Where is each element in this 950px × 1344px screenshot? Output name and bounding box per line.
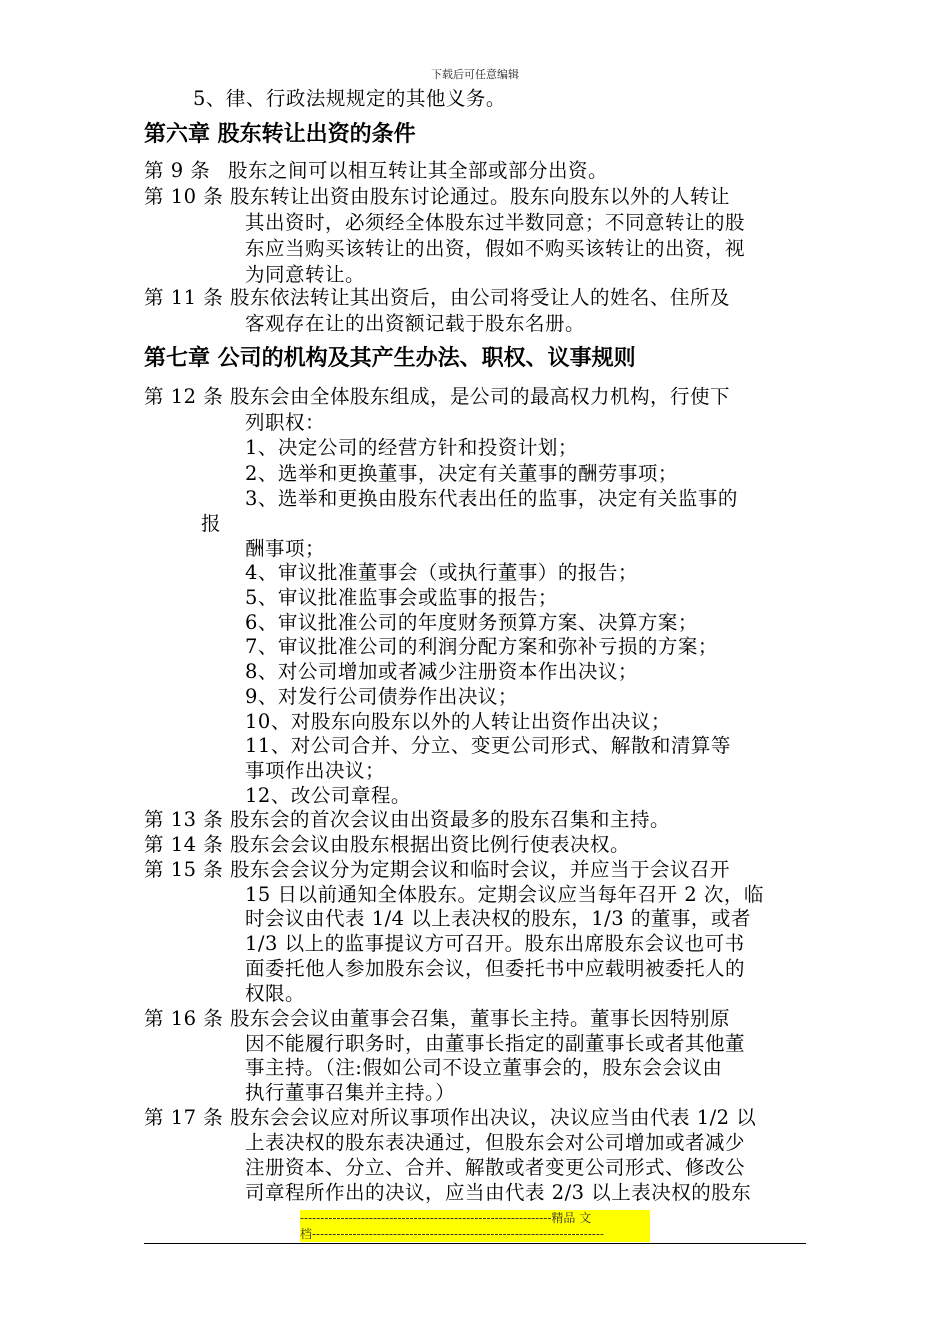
intro-line: 5、律、行政法规规定的其他义务。 [193,87,506,110]
footer-watermark-line-1: --------------------------------------------------------------精品 文 [300,1210,650,1226]
article-13-text: 股东会的首次会议由出资最多的股东召集和主持。 [230,808,671,831]
article-15-line: 权限。 [245,982,306,1005]
article-12-item: 12、改公司章程。 [245,784,411,807]
article-12-item: 9、对发行公司债券作出决议； [245,685,518,708]
article-10-line: 为同意转让。 [245,263,366,286]
article-12-item: 11、对公司合并、分立、变更公司形式、解散和清算等 [245,734,731,757]
article-15-line: 1/3 以上的监事提议方可召开。股东出席股东会议也可书 [245,932,745,955]
article-16-line: 事主持。（注:假如公司不设立董事会的，股东会会议由 [245,1056,723,1079]
article-15-line: 面委托他人参加股东会议，但委托书中应载明被委托人的 [245,957,746,980]
article-17-label: 第 17 条 [144,1106,224,1129]
footer-watermark-line-2: 档------------------------------------------------------------------------ [300,1226,650,1242]
article-17-line: 上表决权的股东表决通过，但股东会对公司增加或者减少 [245,1131,746,1154]
article-13-label: 第 13 条 [144,808,224,831]
article-12-item: 2、选举和更换董事，决定有关董事的酬劳事项； [245,462,678,485]
article-12-item: 10、对股东向股东以外的人转让出资作出决议； [245,710,671,733]
article-11-label: 第 11 条 [144,286,224,309]
article-10-line: 股东转让出资由股东讨论通过。股东向股东以外的人转让 [230,185,731,208]
article-12-item: 1、决定公司的经营方针和投资计划； [245,436,578,459]
article-10-line: 东应当购买该转让的出资，假如不购买该转让的出资，视 [245,237,746,260]
chapter-7-title: 第七章 公司的机构及其产生办法、职权、议事规则 [144,346,636,371]
article-12-line: 股东会由全体股东组成，是公司的最高权力机构，行使下 [230,385,731,408]
article-10-label: 第 10 条 [144,185,224,208]
article-16-line: 因不能履行职务时，由董事长指定的副董事长或者其他董 [245,1032,746,1055]
article-12-item: 7、审议批准公司的利润分配方案和弥补亏损的方案； [245,635,718,658]
article-16-line: 股东会会议由董事会召集，董事长主持。董事长因特别原 [230,1007,731,1030]
page-header: 下载后可任意编辑 [431,68,519,81]
article-17-line: 司章程所作出的决议，应当由代表 2/3 以上表决权的股东 [245,1181,752,1204]
article-15-label: 第 15 条 [144,858,224,881]
article-9-text: 股东之间可以相互转让其全部或部分出资。 [228,159,609,182]
article-16-line: 执行董事召集并主持。） [245,1081,456,1104]
article-12-item: 事项作出决议； [245,759,386,782]
article-15-line: 股东会会议分为定期会议和临时会议，并应当于会议召开 [230,858,731,881]
article-12-line: 列职权： [245,411,326,434]
article-14-label: 第 14 条 [144,833,224,856]
article-12-item: 酬事项； [245,537,326,560]
footer-divider [144,1243,806,1244]
article-16-label: 第 16 条 [144,1007,224,1030]
article-15-line: 时会议由代表 1/4 以上表决权的股东，1/3 的董事，或者 [245,907,751,930]
article-14-text: 股东会会议由股东根据出资比例行使表决权。 [230,833,631,856]
article-17-line: 注册资本、分立、合并、解散或者变更公司形式、修改公 [245,1156,746,1179]
article-12-item: 6、审议批准公司的年度财务预算方案、决算方案； [245,611,698,634]
chapter-6-title: 第六章 股东转让出资的条件 [144,122,416,147]
article-12-item: 4、审议批准董事会（或执行董事）的报告； [245,561,638,584]
article-10-line: 其出资时，必须经全体股东过半数同意；不同意转让的股 [245,211,746,234]
article-17-line: 股东会会议应对所议事项作出决议，决议应当由代表 1/2 以 [230,1106,757,1129]
article-12-label: 第 12 条 [144,385,224,408]
article-12-item: 5、审议批准监事会或监事的报告； [245,586,558,609]
article-15-line: 15 日以前通知全体股东。定期会议应当每年召开 2 次，临 [245,883,764,906]
article-12-item: 报 [201,512,222,535]
article-11-line: 股东依法转让其出资后，由公司将受让人的姓名、住所及 [230,286,731,309]
article-9-label: 第 9 条 [144,159,211,182]
article-12-item: 8、对公司增加或者减少注册资本作出决议； [245,660,638,683]
article-11-line: 客观存在让的出资额记载于股东名册。 [245,312,586,335]
article-12-item: 3、选举和更换由股东代表出任的监事，决定有关监事的 [245,487,738,510]
